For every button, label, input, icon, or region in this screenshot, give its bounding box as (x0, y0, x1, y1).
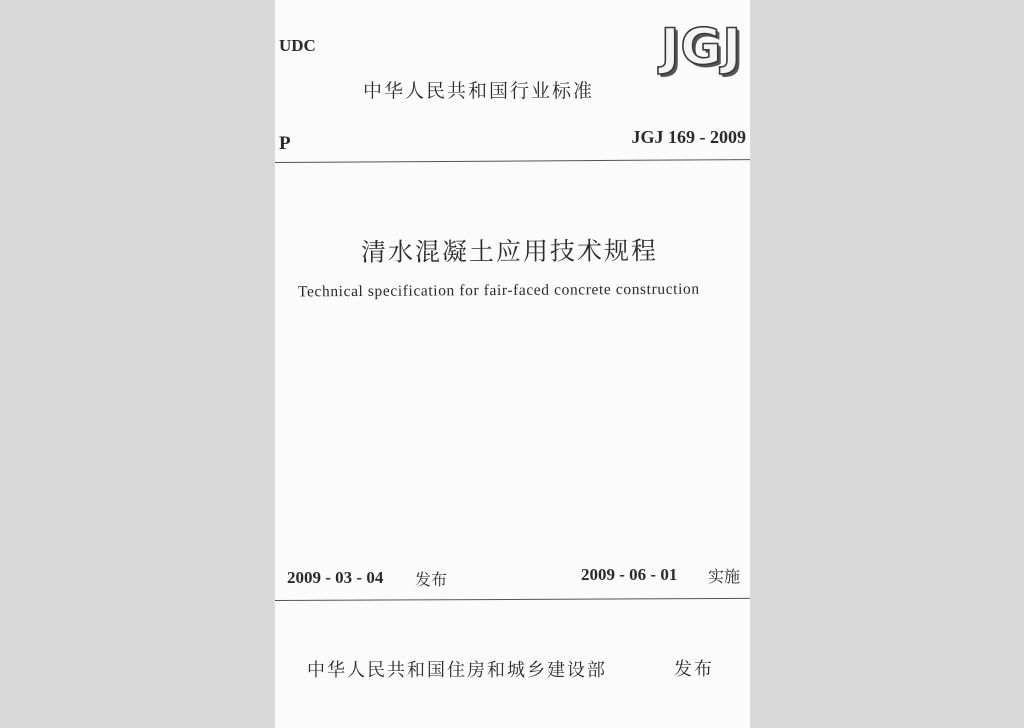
bottom-divider (275, 598, 750, 601)
top-divider (275, 159, 750, 163)
standard-number: JGJ 169 - 2009 (631, 127, 746, 147)
title-chinese: 清水混凝土应用技术规程 (360, 236, 659, 267)
jgj-logo: JGJ (660, 18, 742, 76)
title-english: Technical specification for fair-faced concrete construction (297, 280, 700, 301)
implementation-date: 2009 - 06 - 01 (581, 565, 678, 584)
issue-label: 发布 (415, 570, 448, 589)
classification-code: P (279, 133, 291, 154)
implementation-label: 实施 (708, 567, 741, 586)
publisher-name: 中华人民共和国住房和城乡建设部 (307, 660, 607, 681)
publisher-label: 发布 (674, 659, 714, 680)
issue-date: 2009 - 03 - 04 (287, 568, 384, 587)
document-cover (275, 0, 750, 728)
industry-standard-heading: 中华人民共和国行业标准 (363, 80, 595, 102)
udc-label: UDC (279, 36, 316, 55)
